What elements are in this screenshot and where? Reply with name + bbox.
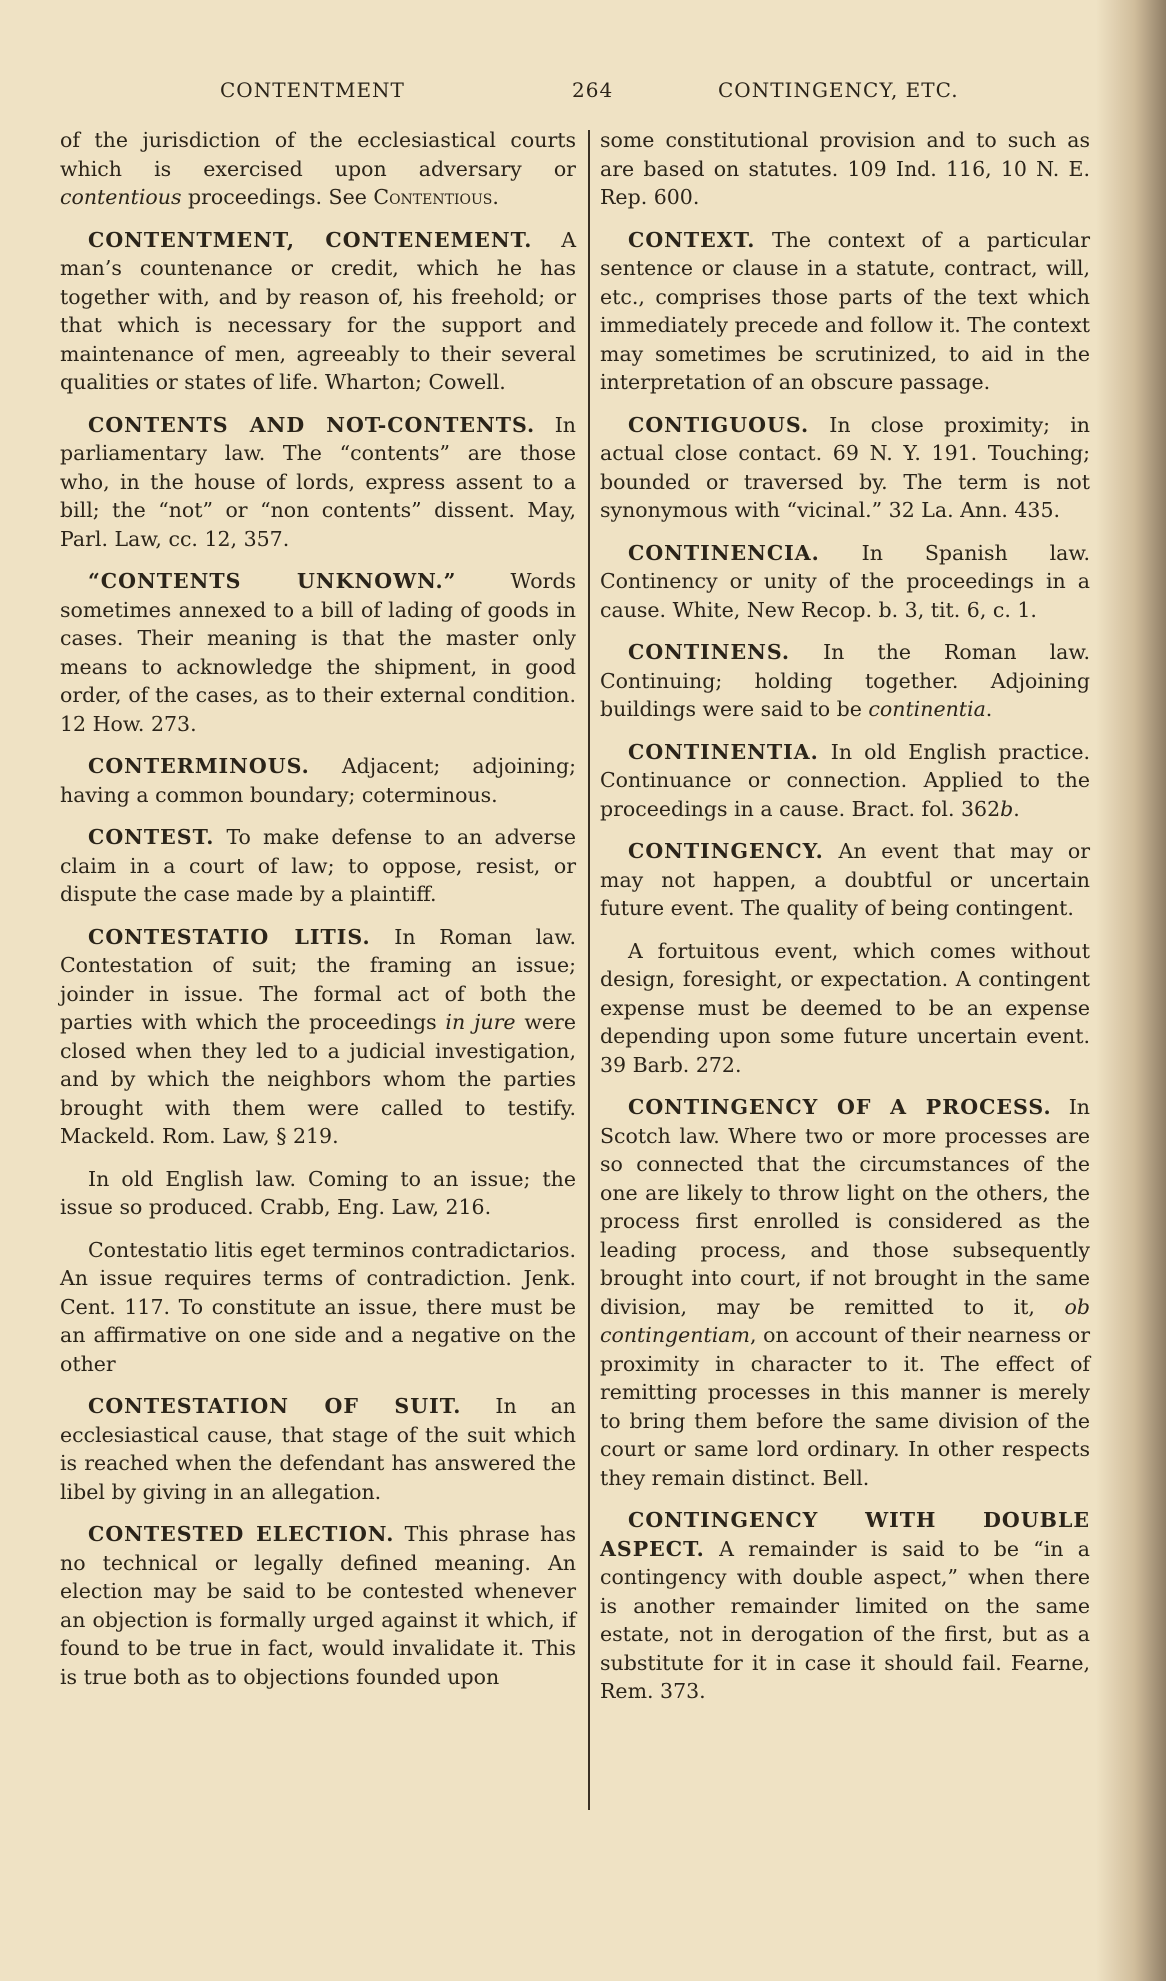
entry-text: . (492, 185, 499, 209)
entry-definition: An event that may or may not happen, a doubtful or uncertain future event. The quality of being contingent. (600, 839, 1090, 920)
entry-definition: . (985, 697, 993, 721)
entry-definition: In Scotch law. Where two or more processes are so connected that the circumstances of the one are likely to throw light on the others, the process first enrolled is considered as the leading process, and those subsequently brought into court, if not brought in the same division, may be remitted to it, (600, 1095, 1090, 1319)
entry-italic: contentious (60, 185, 182, 209)
entry-definition: The context of a particular sentence or clause in a statute, contract, will, etc., comprises those parts of the text which immediately precede and follow it. The context may sometimes be scrutinized, to aid in the interpretation of an obscure passage. (600, 227, 1090, 394)
entry-italic: ob contingentiam (600, 1294, 1090, 1347)
entry-paragraph: Contestatio litis eget terminos contradictarios. An issue requires terms of contradiction. Jenk. Cent. 117. To constitute an issue, there must be an affirmative on one side and a negative on the other (60, 1237, 576, 1376)
headword: CONTESTED ELECTION. (88, 1522, 395, 1546)
headword: CONTENTMENT, CONTENEMENT. (88, 227, 533, 252)
entry-definition: In close proximity; in actual close contact. 69 N. Y. 191. Touching; bounded or traversed by. The term is not synonymous with “vicinal.” 32 La. Ann. 435. (600, 412, 1090, 522)
entry-contest (60, 823, 576, 909)
headword: CONTEST. (88, 825, 215, 849)
entry-contestatio-litis (60, 923, 576, 1151)
entry-definition: In parliamentary law. The “contents” are those who, in the house of lords, express assent to a bill; the “not” or “non contents” dissent. May, Parl. Law, cc. 12, 357. (60, 412, 576, 551)
entry-paragraph: A fortuitous event, which comes without design, foresight, or expectation. A contingent expense must be deemed to be an expense depending upon some future uncertain event. 39 Barb. 272. (600, 938, 1090, 1077)
entry-continencia (600, 539, 1090, 625)
entry-continentia (600, 738, 1090, 824)
entry-contents-unknown (60, 567, 576, 738)
entry-context (600, 226, 1090, 397)
entry-contingency-with-double-aspect (600, 1506, 1090, 1706)
entry-definition: In Spanish law. Continency or unity of the proceedings in a cause. White, New Recop. b. 3, tit. 6, c. 1. (600, 540, 1090, 622)
running-head-right: CONTINGENCY, ETC. (718, 78, 959, 102)
entry-text: of the jurisdiction of the ecclesiastical courts which is exercised upon adversary or (60, 128, 576, 181)
running-head-left: CONTENTMENT (220, 78, 405, 102)
headword: CONTIGUOUS. (628, 412, 810, 437)
entry-definition: In old English practice. Continuance or connection. Applied to the proceedings in a cause. Bract. fol. 362 (600, 739, 1090, 821)
column-divider (588, 130, 590, 1810)
entry-contentment (60, 226, 576, 397)
headword: CONTENTS AND NOT-CONTENTS. (88, 412, 536, 437)
headword: CONTINENS. (628, 640, 791, 664)
entry-definition: In the Roman law. Continuing; holding together. Adjoining buildings were said to be (600, 640, 1090, 721)
entry-paragraph: In old English law. Coming to an issue; the issue so produced. Crabb, Eng. Law, 216. (60, 1166, 576, 1219)
headword: CONTINGENCY. (628, 839, 824, 863)
entry-definition: Adjacent; adjoining; having a common boundary; coterminous. (60, 754, 576, 807)
page-edge-shadow (1096, 0, 1166, 1981)
entry-contestation-of-suit (60, 1392, 576, 1506)
headword: CONTINENTIA. (628, 739, 819, 764)
headword: CONTINENCIA. (628, 540, 820, 565)
entry-definition: In an ecclesiastical cause, that stage of the suit which is reached when the defendant has answered the libel by giving in an allegation. (60, 1394, 576, 1504)
entry-definition: To make defense to an adverse claim in a court of law; to oppose, resist, or dispute the case made by a plaintiff. (60, 825, 576, 906)
page-number: 264 (572, 78, 614, 102)
entry-italic: b (1000, 796, 1014, 821)
entry-definition: were closed when they led to a judicial investigation, and by which the neighbors whom the parties brought with them were called to testify. Mackeld. Rom. Law, § 219. (60, 1010, 576, 1148)
entry-contested-election (60, 1520, 576, 1691)
entry-continuation (60, 126, 576, 212)
entry-definition: A remainder is said to be “in a contingency with double aspect,” when there is another remainder limited on the same estate, not in derogation of the first, but as a substitute for it in case it should fail. Fearne, Rem. 373. (600, 1536, 1090, 1703)
entry-text: proceedings. See (181, 185, 374, 209)
entry-conterminous (60, 752, 576, 809)
right-column (600, 126, 1090, 1720)
headword: CONTINGENCY OF A PROCESS. (628, 1095, 1052, 1119)
headword: CONTESTATIO LITIS. (88, 924, 371, 949)
entry-definition: , on account of their nearness or proximity in character to it. The effect of remitting processes in this manner is merely to bring them before the same division of the court or same lord ordinary. In other respects they remain distinct. Bell. (600, 1323, 1090, 1490)
entry-italic: continentia (868, 697, 986, 721)
entry-definition: Words sometimes annexed to a bill of lading of goods in cases. Their meaning is that the master only means to acknowledge the shipment, in good order, of the cases, as to their external condition. 12 How. 273. (60, 569, 576, 736)
entry-continens (600, 638, 1090, 724)
headword: CONTEXT. (628, 227, 756, 252)
entry-continuation: some constitutional provision and to such as are based on statutes. 109 Ind. 116, 10 N. E. Rep. 600. (600, 128, 1090, 209)
entry-definition: This phrase has no technical or legally defined meaning. An election may be said to be contested whenever an objection is formally urged against it which, if found to be true in fact, would invalidate it. This is true both as to objections founded upon (60, 1522, 577, 1689)
left-column (60, 126, 576, 1705)
headword: CONTESTATION OF SUIT. (88, 1394, 462, 1418)
headword: CONTERMINOUS. (88, 754, 310, 778)
cross-reference: Contentious (373, 185, 493, 209)
entry-italic: in jure (445, 1010, 516, 1034)
entry-contents (60, 411, 576, 554)
entry-definition: In Roman law. Contestation of suit; the framing an issue; joinder in issue. The formal act of both the parties with which the proceedings (60, 924, 576, 1034)
entry-definition: A man’s countenance or credit, which he has together with, and by reason of, his freehold; or that which is necessary for the support and maintenance of men, agreeably to their several qualities or states of life. Wharton; Cowell. (60, 227, 576, 394)
headword: “CONTENTS UNKNOWN.” (88, 569, 457, 593)
entry-definition: . (1013, 796, 1020, 821)
entry-contingency (600, 837, 1090, 923)
entry-contiguous (600, 411, 1090, 525)
headword: CONTINGENCY WITH DOUBLE ASPECT. (600, 1508, 1090, 1561)
entry-contingency-of-a-process (600, 1093, 1090, 1492)
